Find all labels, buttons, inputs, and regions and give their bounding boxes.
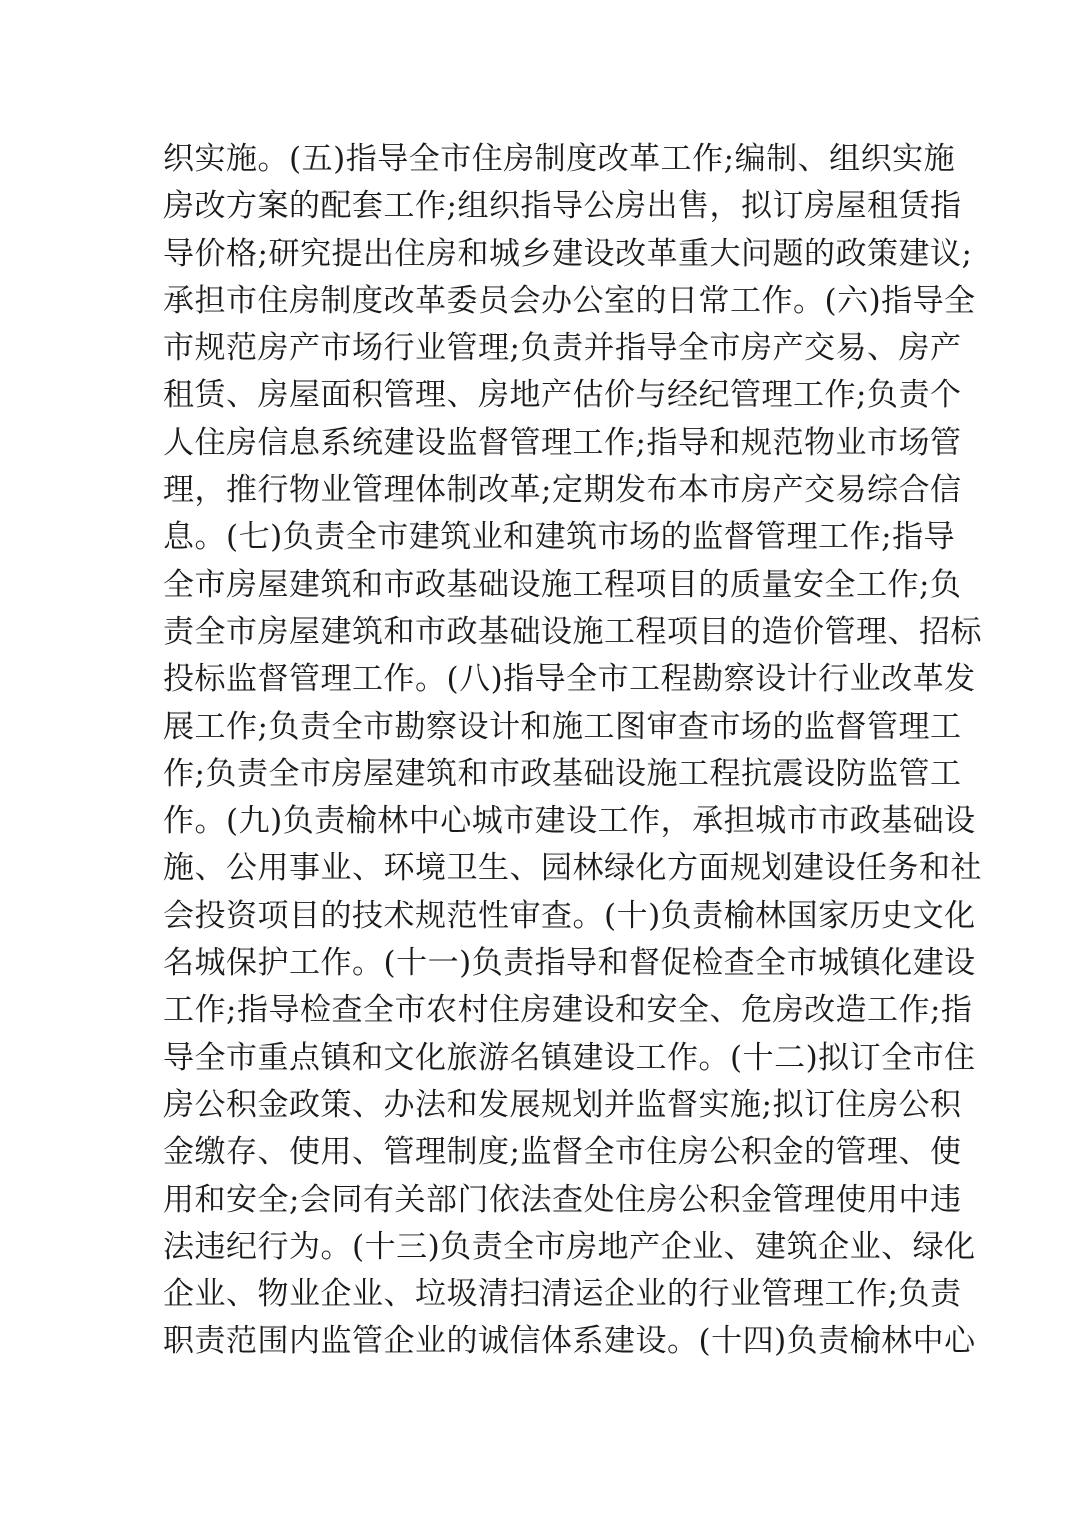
text-line: 租赁、房屋面积管理、房地产估价与经纪管理工作;负责个	[163, 377, 962, 414]
text-line: 作。(九)负责榆林中心城市建设工作，承担城市市政基础设	[163, 803, 976, 840]
text-line: 房公积金政策、办法和发展规划并监督实施;拟订住房公积	[163, 1086, 962, 1123]
body-text	[163, 136, 982, 1366]
text-line: 展工作;负责全市勘察设计和施工图审查市场的监督管理工	[163, 708, 962, 745]
text-line: 企业、物业企业、垃圾清扫清运企业的行业管理工作;负责	[163, 1276, 962, 1313]
text-line: 投标监督管理工作。(八)指导全市工程勘察设计行业改革发	[163, 661, 976, 698]
text-line: 用和安全;会同有关部门依法查处住房公积金管理使用中违	[163, 1181, 962, 1218]
text-line: 全市房屋建筑和市政基础设施工程项目的质量安全工作;负	[163, 566, 962, 603]
text-line: 工作;指导检查全市农村住房建设和安全、危房改造工作;指	[163, 992, 973, 1029]
text-line: 导价格;研究提出住房和城乡建设改革重大问题的政策建议;	[163, 235, 973, 272]
text-line: 名城保护工作。(十一)负责指导和督促检查全市城镇化建设	[163, 945, 976, 982]
text-line: 导全市重点镇和文化旅游名镇建设工作。(十二)拟订全市住	[163, 1039, 976, 1076]
text-line: 作;负责全市房屋建筑和市政基础设施工程抗震设防监管工	[163, 755, 962, 792]
text-line: 人住房信息系统建设监督管理工作;指导和规范物业市场管	[163, 424, 962, 461]
text-line: 金缴存、使用、管理制度;监督全市住房公积金的管理、使	[163, 1134, 962, 1171]
text-line: 施、公用事业、环境卫生、园林绿化方面规划建设任务和社	[163, 850, 982, 887]
text-line: 市规范房产市场行业管理;负责并指导全市房产交易、房产	[163, 330, 962, 367]
text-line: 理，推行物业管理体制改革;定期发布本市房产交易综合信	[163, 472, 962, 509]
text-line: 承担市住房制度改革委员会办公室的日常工作。(六)指导全	[163, 282, 976, 319]
text-line: 法违纪行为。(十三)负责全市房地产企业、建筑企业、绿化	[163, 1228, 976, 1265]
text-line: 责全市房屋建筑和市政基础设施工程项目的造价管理、招标	[163, 613, 982, 650]
text-line: 职责范围内监管企业的诚信体系建设。(十四)负责榆林中心	[163, 1323, 976, 1360]
text-line: 息。(七)负责全市建筑业和建筑市场的监督管理工作;指导	[163, 519, 956, 556]
text-line: 织实施。(五)指导全市住房制度改革工作;编制、组织实施	[163, 141, 956, 177]
text-line: 会投资项目的技术规范性审查。(十)负责榆林国家历史文化	[163, 897, 976, 934]
text-line: 房改方案的配套工作;组织指导公房出售，拟订房屋租赁指	[163, 188, 962, 225]
